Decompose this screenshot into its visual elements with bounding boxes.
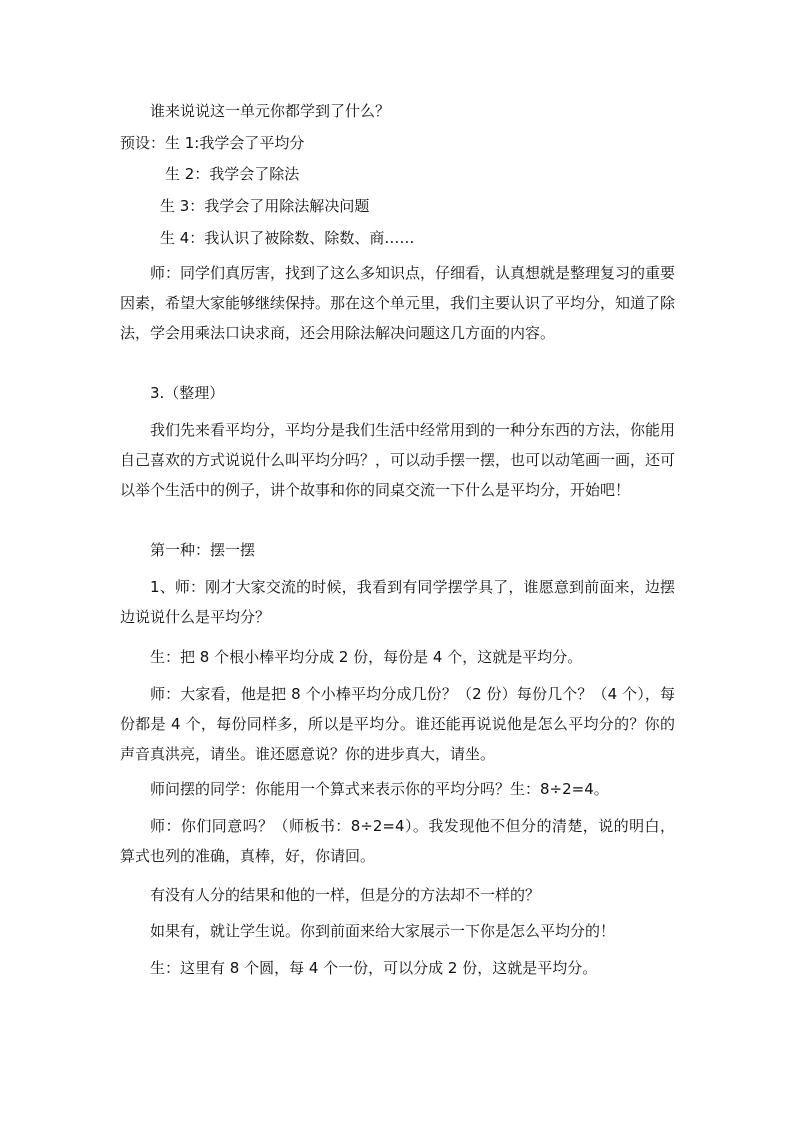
average-division-intro-paragraph: 我们先来看平均分，平均分是我们生活中经常用到的一种分东西的方法，你能用自己喜欢的方式说说什么叫平均分吗？，可以动手摆一摆，也可以动笔画一画，还可以举个生活中的例子，讲个故事和你的同桌交流一下什么是平均分，开始吧！	[120, 421, 676, 499]
formula-question-line: 师问摆的同学：你能用一个算式来表示你的平均分吗？生：8÷2=4。	[150, 780, 609, 798]
section-heading-organize: 3.（整理）	[150, 384, 225, 402]
teacher-summary-paragraph: 师：同学们真厉害，找到了这么多知识点，仔细看，认真想就是整理复习的重要因素，希望大家能够继续保持。那在这个单元里，我们主要认识了平均分，知道了除法，学会用乘法口诀求商，还会用除法解决问题这几方面的内容。	[120, 264, 676, 342]
preset-student-4: 生 4：我认识了被除数、除数、商……	[160, 229, 415, 247]
method-one-heading: 第一种：摆一摆	[150, 541, 256, 559]
teacher-question-paragraph: 1、师：刚才大家交流的时候，我看到有同学摆学具了，谁愿意到前面来，边摆边说说什么是平均分？	[120, 578, 675, 626]
teacher-praise-paragraph: 师：你们同意吗？（师板书：8÷2=4）。我发现他不但分的清楚，说的明白，算式也列的准确，真棒，好，你请回。	[120, 817, 675, 865]
preset-student-3: 生 3：我学会了用除法解决问题	[160, 197, 370, 215]
question-line: 谁来说说这一单元你都学到了什么？	[150, 102, 391, 120]
preset-student-1: 预设：生 1:我学会了平均分	[120, 134, 305, 152]
student-answer-line: 生：把 8 个根小棒平均分成 2 份，每份是 4 个，这就是平均分。	[150, 648, 583, 666]
preset-student-2: 生 2：我学会了除法	[165, 165, 300, 183]
teacher-explanation-paragraph: 师：大家看，他是把 8 个小棒平均分成几份？（2 份）每份几个？（4 个），每份都是 4 个，每份同样多，所以是平均分。谁还能再说说他是怎么平均分的？你的声音真洪亮，请坐。谁还愿意说？你的进步真大，请坐。	[120, 685, 675, 763]
student-demo-instruction: 如果有，就让学生说。你到前面来给大家展示一下你是怎么平均分的！	[150, 922, 616, 940]
different-method-question: 有没有人分的结果和他的一样，但是分的方法却不一样的？	[150, 886, 541, 904]
student-circle-answer: 生：这里有 8 个圆，每 4 个一份，可以分成 2 份，这就是平均分。	[150, 959, 598, 977]
